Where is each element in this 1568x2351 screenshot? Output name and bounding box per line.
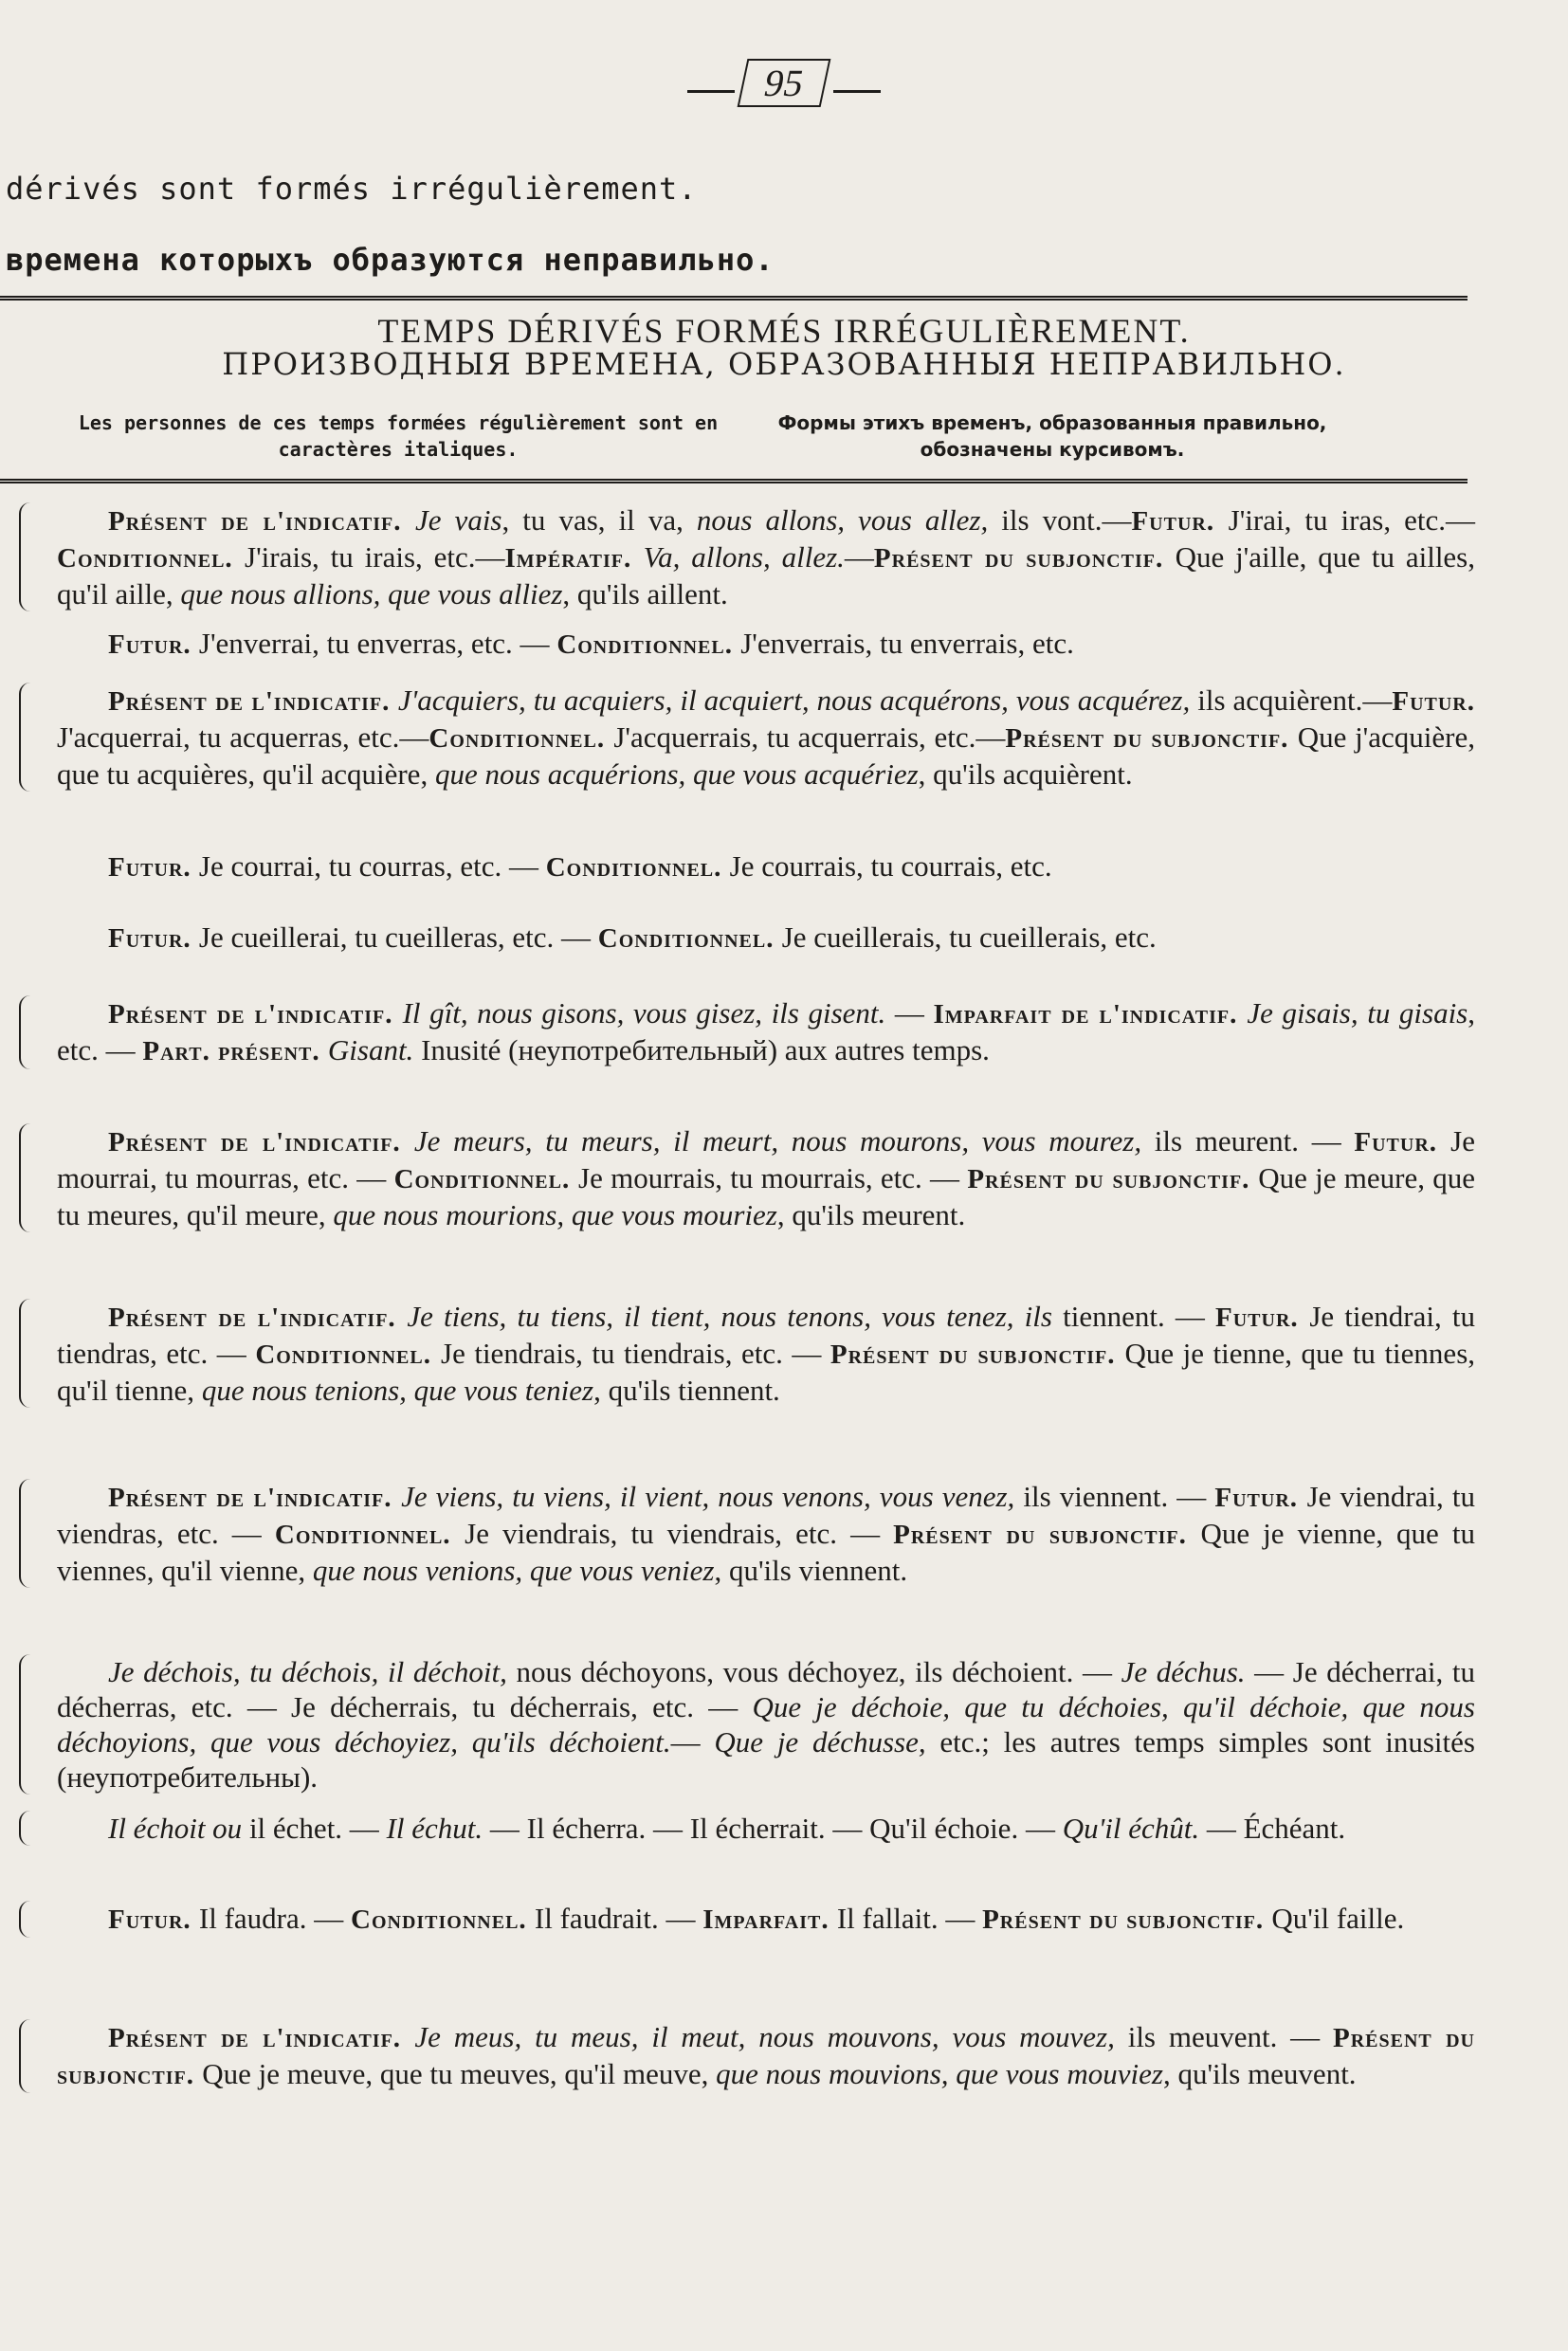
tense-label: Présent de l'indicatif. <box>108 686 398 717</box>
regular-form: que nous acquérions, que vous acquériez <box>434 757 919 791</box>
tense-label: Futur. <box>108 629 199 660</box>
regular-form: Il gît, nous gisons, vous gisez, ils gisent. <box>402 996 886 1030</box>
tense-label: Futur. <box>1131 506 1229 537</box>
tense-label: Présent du subjonctif. <box>873 543 1176 574</box>
irregular-form: , qu'ils meuvent. <box>1162 2057 1357 2090</box>
irregular-form: Que je meure, que tu meures, qu'il meure, <box>57 1161 1475 1231</box>
entry-text <box>57 1123 1475 1232</box>
tense-label: Conditionnel. <box>556 629 741 660</box>
entry-text <box>57 995 1475 1069</box>
irregular-form: nous déchoyons, vous déchoyez, ils déchoient. — <box>506 1655 1121 1688</box>
irregular-form: Que je tienne, que tu tiennes, qu'il tienne, <box>57 1337 1476 1407</box>
tense-label: Futur. <box>1392 686 1475 717</box>
conjugation-entry <box>15 626 1475 663</box>
tense-label: Futur. <box>108 923 199 954</box>
curly-brace-icon <box>19 1901 34 1938</box>
regular-form: Je déchus. <box>1121 1655 1246 1688</box>
irregular-form: Qu'il faille. <box>1271 1902 1405 1935</box>
tense-label: Présent du subjonctif. <box>57 2023 1475 2090</box>
entry-text <box>57 626 1475 663</box>
irregular-form: Je mourrais, tu mourrais, etc. — <box>578 1161 968 1194</box>
tense-label: Futur. <box>108 1904 199 1935</box>
tense-label: Présent de l'indicatif. <box>108 1303 408 1333</box>
tense-label: Présent du subjonctif. <box>982 1904 1272 1935</box>
curly-brace-icon <box>19 1123 34 1232</box>
regular-form: Il échut. <box>386 1812 483 1845</box>
conjugation-entry <box>15 995 1475 1069</box>
tense-label: Impératif. <box>504 543 644 574</box>
tense-label: Futur. <box>1215 1303 1310 1333</box>
intro-russian-line: времена которыхъ образуются неправильно. <box>6 242 775 278</box>
irregular-form: , qu'ils acquièrent. <box>918 757 1133 791</box>
irregular-form: ils vont.— <box>988 503 1132 537</box>
regular-form: Je meus, tu meus, il meut, nous mouvons, vous mouvez, <box>414 2020 1115 2053</box>
irregular-form: , qu'ils viennent. <box>714 1554 908 1587</box>
regular-form: Je meurs, tu meurs, il meurt, nous mourons, vous mourez, <box>413 1124 1142 1157</box>
irregular-form: , qu'ils aillent. <box>562 577 728 611</box>
entry-text <box>57 502 1475 611</box>
entry-text <box>57 1299 1475 1408</box>
regular-form: J'acquiers, tu acquiers, il acquiert, nous acquérons, vous acquérez, <box>397 683 1191 717</box>
regular-form: Il échoit ou <box>108 1812 243 1845</box>
intro-french-line: dérivés sont formés irrégulièrement. <box>6 171 698 207</box>
regular-form: nous allons, vous allez, <box>696 503 989 537</box>
irregular-form: Je viendrais, tu viendrais, etc. — <box>465 1517 894 1550</box>
curly-brace-icon <box>19 683 34 792</box>
conjugation-entry <box>15 848 1475 885</box>
header-dash-right <box>833 90 881 93</box>
irregular-form: ils meuvent. — <box>1114 2020 1334 2053</box>
irregular-form: Je courrai, tu courras, etc. — <box>198 849 546 883</box>
irregular-form: ils meurent. — <box>1141 1124 1355 1157</box>
tense-label: Conditionnel. <box>597 923 782 954</box>
irregular-form: J'acquerrais, tu acquerrais, etc.— <box>613 720 1006 754</box>
regular-form: que nous tenions, que vous teniez <box>201 1374 594 1407</box>
curly-brace-icon <box>19 995 34 1069</box>
regular-form: Gisant. <box>327 1033 414 1066</box>
table-title-french: TEMPS DÉRIVÉS FORMÉS IRRÉGULIÈREMENT. <box>377 312 1191 350</box>
regular-form: Je tiens, tu tiens, il tient, nous tenons, vous tenez, ils <box>407 1300 1052 1333</box>
tense-label: Présent de l'indicatif. <box>108 999 403 1030</box>
irregular-form: Je cueillerais, tu cueillerais, etc. <box>781 920 1157 954</box>
entry-text <box>57 1901 1475 1938</box>
regular-form: Je gisais, tu gisais <box>1247 996 1468 1030</box>
irregular-form: J'enverrai, tu enverras, etc. — <box>198 627 557 660</box>
regular-form: Que je déchoie, que tu déchoies, qu'il déchoie, que nous déchoyions, que vous déchoyiez, qu'ils déchoient. <box>57 1690 1476 1759</box>
regular-form: Je déchois, tu déchois, il déchoit, <box>108 1655 507 1688</box>
entry-text <box>57 2019 1475 2093</box>
table-title-russian: ПРОИЗВОДНЫЯ ВРЕМЕНА, ОБРАЗОВАННЫЯ НЕПРАВИЛЬНО. <box>222 346 1346 382</box>
irregular-form: Je tiendrais, tu tiendrais, etc. — <box>441 1337 830 1370</box>
conjugation-entry <box>15 1299 1475 1408</box>
irregular-form: — Je décherrai, tu décherras, etc. — Je décherrais, tu décherrais, etc. — <box>57 1655 1475 1723</box>
curly-brace-icon <box>19 1479 34 1588</box>
regular-form: Que je déchusse, <box>714 1725 926 1759</box>
regular-form: Je viens, tu viens, il vient, nous venons, vous venez, <box>401 1480 1015 1513</box>
irregular-form: ils acquièrent.— <box>1190 683 1393 717</box>
table-top-rule <box>0 296 1468 301</box>
tense-label: Imparfait de l'indicatif. <box>933 999 1248 1030</box>
tense-label: Présent de l'indicatif. <box>108 2023 415 2053</box>
irregular-form: J'acquerrai, tu acquerras, etc.— <box>57 720 429 754</box>
tense-label: Futur. <box>108 852 199 883</box>
tense-label: Part. présent. <box>142 1036 328 1066</box>
irregular-form: , qu'ils meurent. <box>776 1198 966 1231</box>
curly-brace-icon <box>19 502 34 611</box>
irregular-form: il échet. — <box>242 1812 387 1845</box>
tense-label: Présent de l'indicatif. <box>108 506 415 537</box>
conjugation-entry <box>15 1479 1475 1588</box>
regular-form: que nous allions, que vous alliez <box>180 577 563 611</box>
irregular-form: , qu'ils tiennent. <box>593 1374 780 1407</box>
tense-label: Conditionnel. <box>545 852 730 883</box>
conjugation-entry <box>15 683 1475 792</box>
tense-label: Présent du subjonctif. <box>1005 723 1298 754</box>
irregular-form: Je tiendrai, tu tiendras, etc. — <box>57 1300 1475 1370</box>
tense-label: Conditionnel. <box>255 1340 441 1370</box>
irregular-form: , etc. — <box>57 996 1475 1066</box>
curly-brace-icon <box>19 2019 34 2093</box>
tense-label: Conditionnel. <box>274 1520 465 1550</box>
entry-text <box>57 1811 1475 1846</box>
tense-label: Conditionnel. <box>393 1164 578 1194</box>
irregular-form: — Échéant. <box>1199 1812 1346 1845</box>
entry-text <box>57 1479 1475 1588</box>
entry-text <box>57 1654 1475 1795</box>
irregular-form: Que j'acquière, que tu acquières, qu'il acquière, <box>57 720 1475 791</box>
irregular-form: Il faudrait. — <box>534 1902 703 1935</box>
tense-label: Présent du subjonctif. <box>830 1340 1125 1370</box>
curly-brace-icon <box>19 1654 34 1795</box>
irregular-form: tiennent. — <box>1051 1300 1216 1333</box>
page-header <box>0 59 1568 107</box>
table-note-french: Les personnes de ces temps formées régulièrement sont en caractères italiques. <box>78 411 719 461</box>
regular-form: que nous mouvions, que vous mouviez <box>716 2057 1163 2090</box>
irregular-form: Que je meuve, que tu meuves, qu'il meuve, <box>202 2057 717 2090</box>
regular-form: que nous mourions, que vous mouriez <box>333 1198 777 1231</box>
tense-label: Conditionnel. <box>428 723 614 754</box>
entry-text <box>57 920 1475 957</box>
curly-brace-icon <box>19 1299 34 1408</box>
irregular-form: J'irais, tu irais, etc.— <box>245 540 505 574</box>
tense-label: Futur. <box>1354 1127 1451 1157</box>
entry-text <box>57 683 1475 792</box>
conjugation-entry <box>15 920 1475 957</box>
tense-label: Conditionnel. <box>351 1904 535 1935</box>
conjugation-entry <box>15 1811 1475 1846</box>
entry-text <box>57 848 1475 885</box>
irregular-form: J'irai, tu iras, etc.— <box>1228 503 1475 537</box>
curly-brace-icon <box>19 1811 34 1846</box>
irregular-form: Je mourrai, tu mourras, etc. — <box>57 1124 1475 1194</box>
irregular-form: — Il écherra. — Il écherrait. — Qu'il échoie. — <box>483 1812 1063 1845</box>
tense-label: Présent de l'indicatif. <box>108 1483 402 1513</box>
table-note-russian: Формы этихъ временъ, образованныя правильно, обозначены курсивомъ. <box>777 411 1327 461</box>
table-header-rule <box>0 479 1468 483</box>
irregular-form: Je courrais, tu courrais, etc. <box>729 849 1052 883</box>
irregular-form: Je viendrai, tu viendras, etc. — <box>57 1480 1475 1550</box>
conjugation-entry <box>15 1654 1475 1795</box>
regular-form: Va, allons, allez. <box>643 540 845 574</box>
irregular-form: J'enverrais, tu enverrais, etc. <box>740 627 1074 660</box>
regular-form: Qu'il échût. <box>1062 1812 1200 1845</box>
conjugation-entry <box>15 1901 1475 1938</box>
tense-label: Présent du subjonctif. <box>893 1520 1201 1550</box>
regular-form: Je vais <box>415 503 502 537</box>
regular-form: que nous venions, que vous veniez <box>312 1554 715 1587</box>
irregular-form: Je cueillerai, tu cueilleras, etc. — <box>198 920 598 954</box>
header-dash-left <box>687 90 735 93</box>
irregular-form: — <box>670 1725 715 1759</box>
conjugation-entry <box>15 2019 1475 2093</box>
irregular-form: Que je vienne, que tu viennes, qu'il vienne, <box>57 1517 1475 1587</box>
tense-label: Présent du subjonctif. <box>967 1164 1259 1194</box>
tense-label: Conditionnel. <box>57 543 246 574</box>
irregular-form: — <box>885 996 934 1030</box>
tense-label: Futur. <box>1214 1483 1307 1513</box>
conjugation-entry <box>15 502 1475 611</box>
page-number: 95 <box>738 59 831 107</box>
irregular-form: — <box>844 540 874 574</box>
irregular-form: Inusité (неупотребительный) aux autres temps. <box>413 1033 990 1066</box>
conjugation-entry <box>15 1123 1475 1232</box>
irregular-form: , tu vas, il va, <box>501 503 697 537</box>
irregular-form: Il faudra. — <box>198 1902 351 1935</box>
tense-label: Imparfait. <box>702 1904 837 1935</box>
irregular-form: ils viennent. — <box>1014 1480 1215 1513</box>
tense-label: Présent de l'indicatif. <box>108 1127 414 1157</box>
irregular-form: Il fallait. — <box>836 1902 983 1935</box>
irregular-form: Que j'aille, que tu ailles, qu'il aille, <box>57 540 1475 611</box>
irregular-form: etc.; les autres temps simples sont inusités (неупотребительны). <box>57 1725 1475 1794</box>
